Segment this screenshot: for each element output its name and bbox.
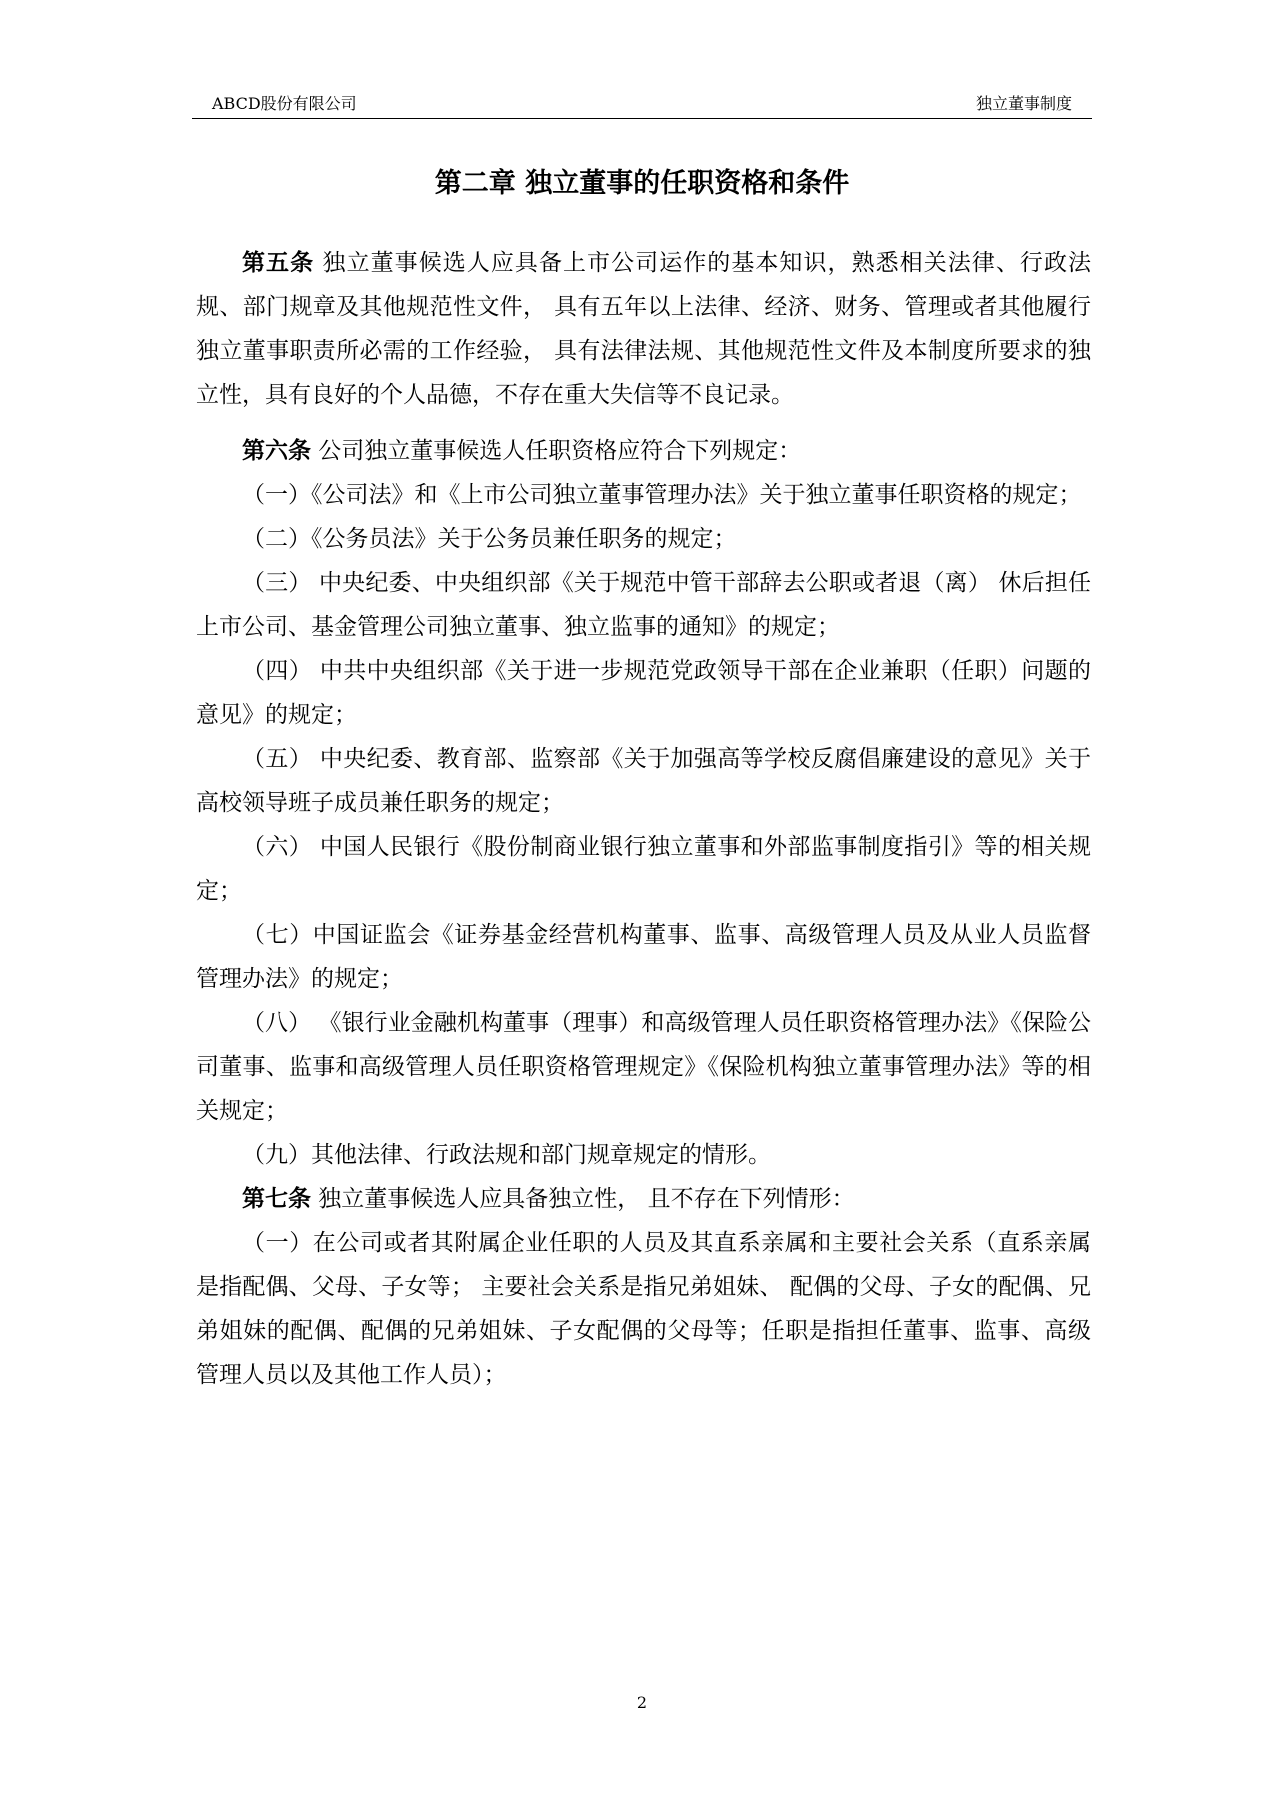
page-header — [192, 94, 1092, 119]
article-7 — [196, 1177, 1091, 1221]
document-body — [196, 241, 1091, 1397]
list-item: （四） 中共中央组织部《关于进一步规范党政领导干部在企业兼职（任职）问题的意见》的规定； — [196, 658, 1091, 728]
article-label: 第五条 — [242, 249, 315, 276]
page-number: 2 — [636, 1693, 648, 1712]
list-item: （三） 中央纪委、中央组织部《关于规范中管干部辞去公职或者退（离） 休后担任上市公司、基金管理公司独立董事、独立监事的通知》的规定； — [196, 570, 1091, 640]
list-item: （二）《公务员法》关于公务员兼任职务的规定； — [242, 526, 737, 552]
list-item: （一）在公司或者其附属企业任职的人员及其直系亲属和主要社会关系（直系亲属是指配偶、父母、子女等； 主要社会关系是指兄弟姐妹、 配偶的父母、子女的配偶、兄弟姐妹的配偶、配偶的兄弟姐妹、子女配偶的父母等；任职是指担任董事、监事、高级管理人员以及其他工作人员）； — [196, 1230, 1091, 1388]
list-item: （一）《公司法》和《上市公司独立董事管理办法》关于独立董事任职资格的规定； — [242, 482, 1082, 508]
article-text: 独立董事候选人应具备独立性， 且不存在下列情形： — [311, 1186, 855, 1212]
list-item: （九）其他法律、行政法规和部门规章规定的情形。 — [242, 1142, 771, 1168]
article-label: 第七条 — [242, 1185, 311, 1212]
list-item: （八） 《银行业金融机构董事（理事）和高级管理人员任职资格管理办法》《保险公司董事、监事和高级管理人员任职资格管理规定》《保险机构独立董事管理办法》等的相关规定； — [196, 1010, 1091, 1124]
list-item: （五） 中央纪委、教育部、监察部《关于加强高等学校反腐倡廉建设的意见》关于高校领导班子成员兼任职务的规定； — [196, 746, 1091, 816]
header-company: ABCD股份有限公司 — [212, 94, 357, 113]
article-label: 第六条 — [242, 437, 311, 464]
list-item: （六） 中国人民银行《股份制商业银行独立董事和外部监事制度指引》等的相关规定； — [196, 834, 1091, 904]
list-item: （七）中国证监会《证券基金经营机构董事、监事、高级管理人员及从业人员监督管理办法》的规定； — [196, 922, 1091, 992]
article-6 — [196, 429, 1091, 473]
article-text: 公司独立董事候选人任职资格应符合下列规定： — [311, 438, 802, 464]
header-doc-title: 独立董事制度 — [975, 94, 1072, 113]
chapter-title: 第二章 独立董事的任职资格和条件 — [434, 168, 850, 199]
article-text: 独立董事候选人应具备上市公司运作的基本知识，熟悉相关法律、行政法规、部门规章及其他规范性文件， 具有五年以上法律、经济、财务、管理或者其他履行独立董事职责所必需的工作经验， 具有法律法规、其他规范性文件及本制度所要求的独立性，具有良好的个人品德，不存在重大失信等不良记录。 — [196, 250, 1092, 408]
article-5 — [196, 241, 1091, 417]
